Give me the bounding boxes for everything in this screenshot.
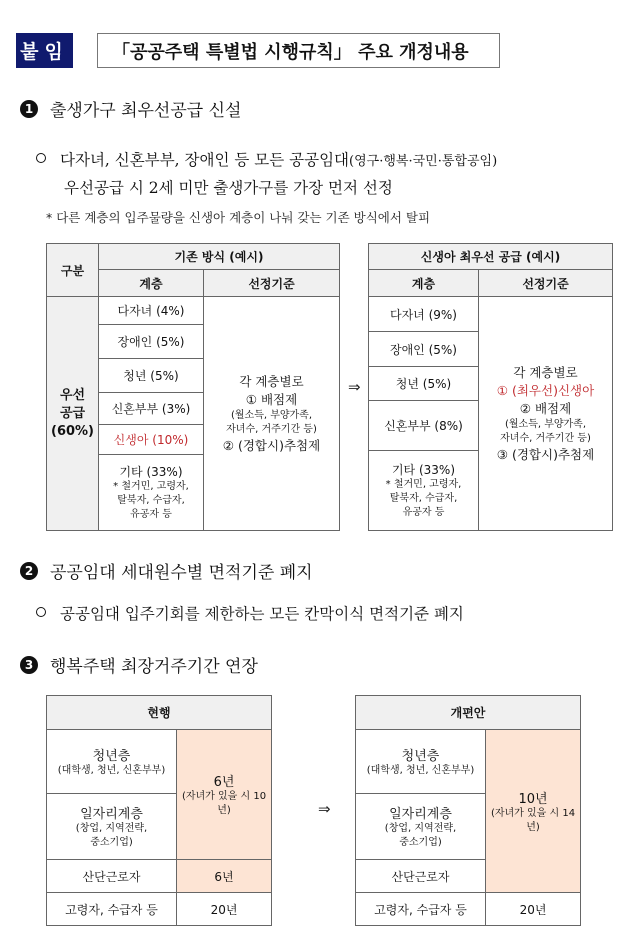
number-badge-icon: 3 <box>20 656 38 674</box>
label-line: (60%) <box>51 423 94 439</box>
bullet-text: 다자녀, 신혼부부, 장애인 등 모든 공공임대 <box>60 151 350 169</box>
industrial-cell: 산단근로자 <box>356 860 486 893</box>
youth-sub: (대학생, 청년, 신혼부부) <box>366 765 475 776</box>
industrial-period: 6년 <box>177 860 272 893</box>
tier-other-note: 탈북자, 수급자, <box>117 495 185 506</box>
tier-other-note: 유공자 등 <box>402 507 445 518</box>
section-1-bullet <box>36 148 497 170</box>
period-cell <box>177 730 272 860</box>
industrial-cell: 산단근로자 <box>47 860 177 893</box>
tier-cell: 다자녀 (9%) <box>369 297 479 332</box>
document-title: 「공공주택 특별법 시행규칙」 주요 개정내용 <box>97 33 500 68</box>
bullet-text: 공공임대 입주기회를 제한하는 모든 칸막이식 면적기준 폐지 <box>60 605 464 623</box>
tier-cell: 청년 (5%) <box>369 367 479 401</box>
tier-other-note: * 철거민, 고령자, <box>385 479 462 490</box>
tier-cell: 신혼부부 (8%) <box>369 401 479 451</box>
tier-cell: 신혼부부 (3%) <box>99 393 204 425</box>
jobs-cell <box>47 794 177 860</box>
tier-cell: 장애인 (5%) <box>99 325 204 359</box>
existing-method-table <box>46 243 340 531</box>
criteria-line: 각 계층별로 <box>513 364 578 380</box>
elderly-period: 20년 <box>486 893 581 926</box>
youth-cell <box>356 730 486 794</box>
criteria-cell <box>479 297 613 531</box>
jobs-label: 일자리계층 <box>389 807 452 822</box>
newborn-priority-title: 신생아 최우선 공급 (예시) <box>369 244 613 270</box>
tier-other-note: 유공자 등 <box>130 509 172 520</box>
criteria-line: 자녀수, 거주기간 등) <box>226 423 317 435</box>
tier-cell: 장애인 (5%) <box>369 332 479 367</box>
jobs-sub: 중소기업) <box>90 837 133 848</box>
criteria-line: ① 배점제 <box>245 391 298 407</box>
section-1-note: * 다른 계층의 입주물량을 신생아 계층이 나눠 갖는 기존 방식에서 탈피 <box>46 210 431 225</box>
newborn-priority-table <box>368 243 613 531</box>
section-3-heading <box>20 652 258 677</box>
youth-cell <box>47 730 177 794</box>
bullet-parenthetical: (영구·행복·국민·통합공임) <box>349 154 498 169</box>
document-header <box>16 33 500 68</box>
tier-cell: 청년 (5%) <box>99 359 204 393</box>
number-badge-icon: 2 <box>20 562 38 580</box>
tier-other-note: 탈북자, 수급자, <box>389 493 458 504</box>
hollow-circle-bullet-icon <box>36 607 46 617</box>
revised-title: 개편안 <box>356 696 581 730</box>
criteria-line: (월소득, 부양가족, <box>504 418 587 430</box>
section-1-title: 출생가구 최우선공급 신설 <box>50 101 242 121</box>
col-label-category: 구분 <box>47 244 99 297</box>
tier-cell: 다자녀 (4%) <box>99 297 204 325</box>
section-2-title: 공공임대 세대원수별 면적기준 폐지 <box>50 563 313 583</box>
tier-other-label: 기타 (33%) <box>119 465 183 479</box>
youth-sub: (대학생, 청년, 신혼부부) <box>57 765 166 776</box>
tier-cell-newborn: 신생아 (10%) <box>99 425 204 455</box>
section-1-bullet-continuation: 우선공급 시 2세 미만 출생가구를 가장 먼저 선정 <box>64 179 393 197</box>
existing-method-title: 기존 방식 (예시) <box>99 244 340 270</box>
period-cell <box>486 730 581 893</box>
criteria-line: 자녀수, 거주기간 등) <box>500 432 591 444</box>
label-line: 우선 <box>59 387 86 403</box>
period-main: 10년 <box>518 791 548 807</box>
section-3-title: 행복주택 최장거주기간 연장 <box>50 657 258 677</box>
label-line: 공급 <box>59 405 86 421</box>
criteria-line: (월소득, 부양가족, <box>230 409 313 421</box>
col-criteria: 선정기준 <box>479 270 613 297</box>
tier-other-note: * 철거민, 고령자, <box>113 481 189 492</box>
criteria-line: ② 배점제 <box>519 400 572 416</box>
criteria-line: ③ (경합시)추첨제 <box>496 446 595 462</box>
current-residence-table <box>46 695 272 926</box>
section-2-bullet <box>36 602 464 624</box>
col-criteria: 선정기준 <box>204 270 340 297</box>
jobs-cell <box>356 794 486 860</box>
criteria-cell <box>204 297 340 531</box>
youth-label: 청년층 <box>92 749 131 764</box>
period-sub: (자녀가 있을 시 14년) <box>490 807 576 833</box>
period-sub: (자녀가 있을 시 10년) <box>181 791 267 816</box>
youth-label: 청년층 <box>401 749 440 764</box>
elderly-cell: 고령자, 수급자 등 <box>47 893 177 926</box>
section-2-heading <box>20 558 313 583</box>
tier-other-label: 기타 (33%) <box>391 463 456 477</box>
priority-supply-label <box>47 297 99 531</box>
current-title: 현행 <box>47 696 272 730</box>
tier-cell-other <box>99 455 204 531</box>
attachment-tag: 붙임 <box>16 33 73 68</box>
jobs-sub: (창업, 지역전략, <box>75 823 148 834</box>
elderly-cell: 고령자, 수급자 등 <box>356 893 486 926</box>
number-badge-icon: 1 <box>20 100 38 118</box>
section-1-heading <box>20 96 241 121</box>
jobs-label: 일자리계층 <box>80 807 143 822</box>
right-arrow-icon: ⇒ <box>348 378 361 396</box>
tier-cell-other <box>369 451 479 531</box>
criteria-line-newborn: ① (최우선)신생아 <box>496 382 595 398</box>
col-tier: 계층 <box>369 270 479 297</box>
col-tier: 계층 <box>99 270 204 297</box>
elderly-period: 20년 <box>177 893 272 926</box>
jobs-sub: (창업, 지역전략, <box>384 823 457 834</box>
jobs-sub: 중소기업) <box>399 837 442 848</box>
hollow-circle-bullet-icon <box>36 153 46 163</box>
criteria-line: ② (경합시)추첨제 <box>222 437 321 453</box>
revised-residence-table <box>355 695 581 926</box>
criteria-line: 각 계층별로 <box>239 373 304 389</box>
right-arrow-icon: ⇒ <box>318 800 331 818</box>
period-main: 6년 <box>213 775 235 790</box>
